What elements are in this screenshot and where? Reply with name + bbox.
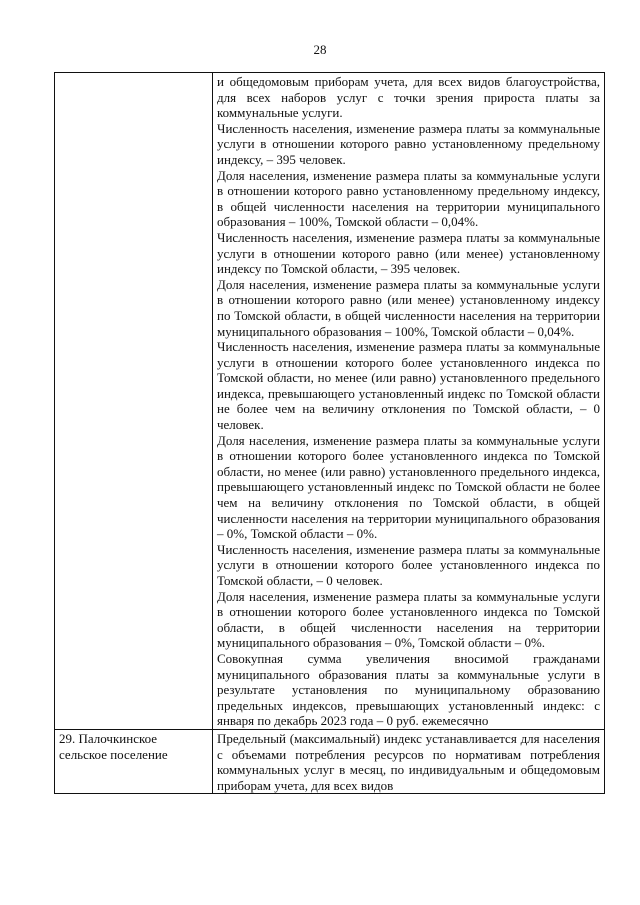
table-row (55, 73, 605, 730)
description-cell (213, 73, 605, 730)
paragraph: Численность населения, изменение размера платы за коммунальные услуги в отношении которого равно установленному предельному индексу, – 395 человек. (217, 120, 600, 167)
paragraph: Доля населения, изменение размера платы за коммунальные услуги в отношении которого равно (или менее) установленному индексу по Томской области, в общей численности населения на территории муниципального образования – 100%, Томской области – 0,04%. (217, 276, 600, 339)
paragraph: Численность населения, изменение размера платы за коммунальные услуги в отношении которого равно (или менее) установленному индексу по Томской области, – 395 человек. (217, 229, 600, 277)
settlement-cell: 29. Палочкинское сельское поселение (55, 729, 213, 793)
settlement-cell (55, 73, 213, 730)
paragraph: и общедомовым приборам учета, для всех видов благоустройства, для всех наборов услуг с точки зрения прироста платы за коммунальные услуги. (217, 74, 600, 121)
index-table (54, 72, 605, 794)
paragraph: Численность населения, изменение размера платы за коммунальные услуги в отношении которого более установленного индекса по Томской области, но менее (или равно) установленного предельного индекса, превышающего установленный индекс по Томской области не более чем на величину отклонения по Томской области, – 0 человек. (217, 339, 600, 433)
paragraph: Совокупная сумма увеличения вносимой гражданами муниципального образования платы за коммунальные услуги в результате установления по муниципальному образованию предельных индексов, превышающих установленный индекс: с января по декабрь 2023 года – 0 руб. ежемесячно (217, 650, 600, 729)
paragraph: Доля населения, изменение размера платы за коммунальные услуги в отношении которого равно установленному предельному индексу, в общей численности населения на территории муниципального образования – 100%, Томской области – 0,04%. (217, 167, 600, 230)
paragraph: Предельный (максимальный) индекс устанавливается для населения с объемами потребления ресурсов по нормативам потребления коммунальных услуг в месяц, по индивидуальным и общедомовым приборам учета, для всех видов (217, 730, 600, 793)
paragraph: Численность населения, изменение размера платы за коммунальные услуги в отношении которого более установленного индекса по Томской области, – 0 человек. (217, 541, 600, 588)
page-number: 28 (313, 42, 327, 57)
table-row (55, 729, 605, 793)
paragraph: Доля населения, изменение размера платы за коммунальные услуги в отношении которого более установленного индекса по Томской области, в общей численности населения на территории муниципального образования – 0%, Томской области – 0%. (217, 588, 600, 651)
paragraph: Доля населения, изменение размера платы за коммунальные услуги в отношении которого более установленного индекса по Томской области, но менее (или равно) установленного предельного индекса, превышающего установленный индекс по Томской области не более чем на величину отклонения по Томской области, в общей численности населения на территории муниципального образования – 0%, Томской области – 0%. (217, 432, 600, 542)
description-cell (213, 729, 605, 793)
